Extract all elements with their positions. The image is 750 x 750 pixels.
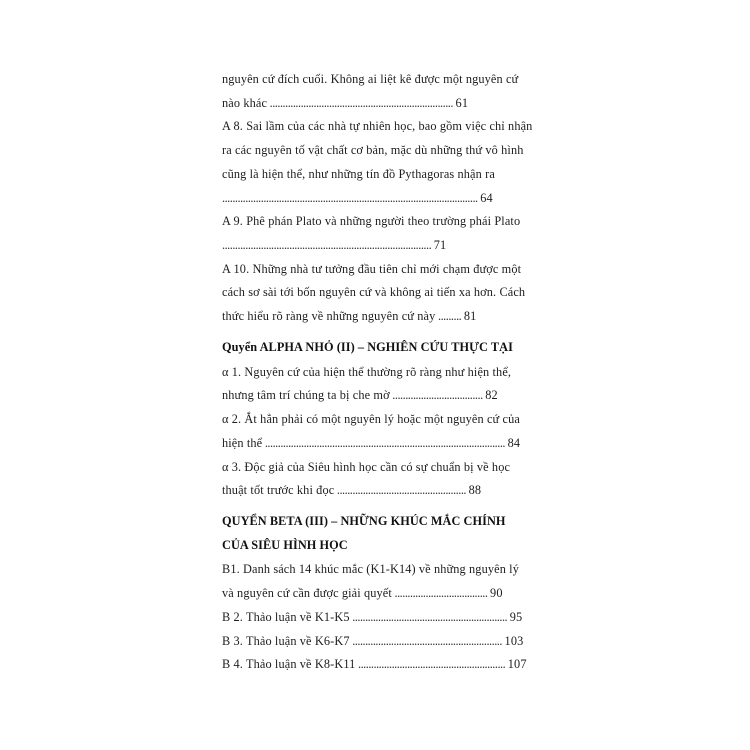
toc-entry[interactable] xyxy=(222,115,534,210)
toc-entry-title: A 8. Sai lầm của các nhà tự nhiên học, bao gồm việc chỉ nhận ra các nguyên tố vật chất cơ bản, mặc dù những thứ vô hình cũng là hiện thể, như những tín đồ Pythagoras nhận ra xyxy=(222,119,533,181)
toc-entry-title: B1. Danh sách 14 khúc mắc (K1-K14) về những nguyên lý và nguyên cứ cần được giải quyết xyxy=(222,562,519,601)
toc-entry-title: α 2. Ắt hẳn phải có một nguyên lý hoặc một nguyên cứ của hiện thể xyxy=(222,412,520,450)
toc-page-number: 71 xyxy=(433,238,447,253)
toc-entry[interactable] xyxy=(222,606,534,630)
toc-page-number: 90 xyxy=(490,586,503,601)
toc-leader-dots: .................................... xyxy=(391,586,491,601)
toc-entry[interactable] xyxy=(222,68,534,115)
toc-page-number: 88 xyxy=(468,483,482,498)
toc-entry[interactable] xyxy=(222,653,534,677)
toc-leader-dots: ............................................................................................. xyxy=(262,435,508,450)
table-of-contents xyxy=(222,68,534,677)
toc-leader-dots: ......................................................... xyxy=(355,657,508,672)
toc-leader-dots: ....................................................................... xyxy=(267,95,456,110)
toc-entry-title: A 10. Những nhà tư tưởng đầu tiên chỉ mới chạm được một cách sơ sài tới bốn nguyên cứ và không ai tiến xa hơn. Cách thức hiểu rõ ràng về những nguyên cứ này xyxy=(222,261,526,324)
toc-page-number: 64 xyxy=(480,190,493,205)
toc-entry[interactable] xyxy=(222,558,534,605)
toc-entry[interactable] xyxy=(222,361,534,408)
toc-page-number: 95 xyxy=(509,609,523,624)
toc-leader-dots: ................................................................................................... xyxy=(222,190,481,205)
toc-section-heading[interactable] xyxy=(222,510,534,557)
toc-entry-title: B 2. Thảo luận về K1-K5 xyxy=(222,609,350,624)
toc-leader-dots: .................................................. xyxy=(334,483,469,498)
toc-leader-dots: ................................................................................. xyxy=(222,238,434,253)
toc-page-number: 103 xyxy=(504,633,524,648)
toc-leader-dots: .......................................................... xyxy=(349,633,505,648)
toc-entry-title: B 3. Thảo luận về K6-K7 xyxy=(222,633,350,648)
toc-entry[interactable] xyxy=(222,258,534,329)
toc-page-number: 84 xyxy=(507,435,521,450)
toc-leader-dots: ......... xyxy=(435,309,464,324)
toc-page-number: 81 xyxy=(463,309,477,324)
toc-entry-title: B 4. Thảo luận về K8-K11 xyxy=(222,657,356,672)
toc-page-number: 107 xyxy=(507,657,527,672)
toc-entry[interactable] xyxy=(222,456,534,503)
toc-entry-title: QUYỂN BETA (III) – NHỮNG KHÚC MẮC CHÍNH CỦA SIÊU HÌNH HỌC xyxy=(222,513,506,552)
toc-entry-title: α 3. Độc giả của Siêu hình học cần có sự chuẩn bị về học thuật tốt trước khi đọc xyxy=(222,459,511,498)
toc-leader-dots: ............................................................ xyxy=(349,609,510,624)
toc-entry-title: α 1. Nguyên cứ của hiện thể thường rõ ràng như hiện thể, nhưng tâm trí chúng ta bị che mờ xyxy=(222,364,512,403)
toc-page-number: 82 xyxy=(485,388,498,403)
toc-entry-title: nguyên cứ đích cuối. Không ai liệt kê được một nguyên cứ nào khác xyxy=(222,72,519,110)
toc-entry-title: Quyển ALPHA NHỎ (II) – NGHIÊN CỨU THỰC TẠI xyxy=(222,339,513,354)
toc-entry[interactable] xyxy=(222,210,534,257)
toc-section-heading[interactable] xyxy=(222,336,534,360)
toc-entry-title: A 9. Phê phán Plato và những người theo trường phái Plato xyxy=(222,214,521,229)
toc-page-number: 61 xyxy=(455,95,469,110)
toc-entry[interactable] xyxy=(222,408,534,455)
toc-entry[interactable] xyxy=(222,630,534,654)
toc-leader-dots: ................................... xyxy=(389,388,486,403)
